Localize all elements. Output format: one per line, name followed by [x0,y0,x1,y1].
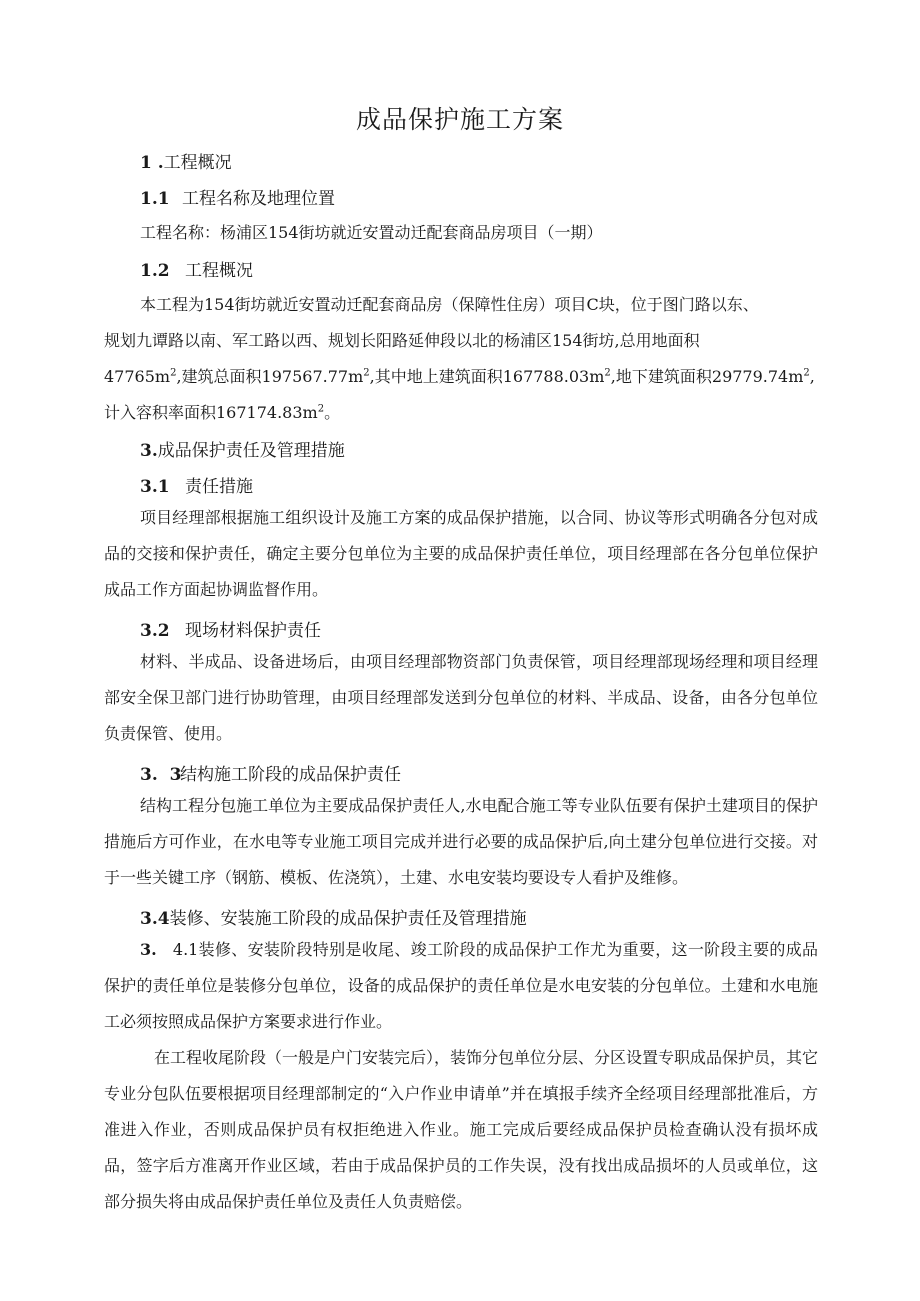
project-name: 工程名称：杨浦区154街坊就近安置动迁配套商品房项目（一期） [140,223,603,242]
paragraph-final: 在工程收尾阶段（一般是户门安装完后），装饰分包单位分层、分区设置专职成品保护员，其它专业分包队伍要根据项目经理部制定的“入户作业申请单”并在填报手续齐全经项目经理部批准后，方准进入作业，否则成品保护员有权拒绝进入作业。施工完成后要经成品保护员检查确认没有损坏成品，签字后方准离开作业区域，若由于成品保护员的工作失误，没有找出成品损坏的人员或单位，这部分损失将由成品保护责任单位及责任人负责赔偿。 [104,1048,819,1211]
section-3-2-heading [140,616,321,641]
section-1-1-heading [140,184,335,209]
section-3-1-heading [140,472,253,497]
section-label: 装修、安装施工阶段的成品保护责任及管理措施 [169,909,527,929]
overview-line-1: 本工程为154街坊就近安置动迁配套商品房（保障性住房）项目C块，位于图门路以东、 [140,295,759,314]
section-number: 3. [140,441,158,461]
section-number: 1 . [140,153,164,173]
overview-line-2: 规划九谭路以南、军工路以西、规划长阳路延伸段以北的杨浦区154街坊,总用地面积 [104,331,700,350]
section-label: 工程概况 [185,261,253,281]
section-label: 现场材料保护责任 [185,621,321,641]
section-number: 3.1 [140,477,170,497]
section-1-2-heading [140,256,253,281]
section-3-4-heading [140,904,527,929]
paragraph-3-4-1: 3. 4.1装修、安装阶段特别是收尾、竣工阶段的成品保护工作尤为重要，这一阶段主要的成品保护的责任单位是装修分包单位，设备的成品保护的责任单位是水电安装的分包单位。土建和水电施工必须按照成品保护方案要求进行作业。 [104,940,818,1031]
section-label: 责任措施 [185,477,253,497]
section-1-heading [140,148,232,173]
section-3-heading [140,436,345,461]
paragraph-3-3: 结构工程分包施工单位为主要成品保护责任人,水电配合施工等专业队伍要有保护土建项目的保护措施后方可作业，在水电等专业施工项目完成并进行必要的成品保护后,向土建分包单位进行交接。对于一些关键工序（钢筋、模板、佐浇筑），土建、水电安装均要设专人看护及维修。 [104,796,818,887]
overview-line-3: $47765m^2$,建筑总面积$197567.77m^2$,其中地上建筑面积$167788.03m^2$,地下建筑面积$29779.74m^2$, [104,367,815,386]
section-label: 工程名称及地理位置 [182,189,335,209]
section-number: 3.4 [140,909,170,929]
paragraph-number: 3. [140,940,157,959]
section-number: 3.2 [140,621,170,641]
section-number: 1.2 [140,261,170,281]
page-title: 成品保护施工方案 [355,105,564,134]
section-label: 结构施工阶段的成品保护责任 [180,765,401,785]
section-number: 1.1 [140,189,170,209]
section-label: 工程概况 [163,153,232,173]
paragraph-3-1: 项目经理部根据施工组织设计及施工方案的成品保护措施，以合同、协议等形式明确各分包对成品的交接和保护责任，确定主要分包单位为主要的成品保护责任单位，项目经理部在各分包单位保护成品工作方面起协调监督作用。 [104,508,818,599]
section-label: 成品保护责任及管理措施 [157,441,345,461]
paragraph-3-2: 材料、半成品、设备进场后，由项目经理部物资部门负责保管，项目经理部现场经理和项目经理部安全保卫部门进行协助管理，由项目经理部发送到分包单位的材料、半成品、设备，由各分包单位负责保管、使用。 [104,652,818,743]
overview-line-4: 计入容积率面积$167174.83m^2$。 [104,403,341,422]
section-number: 3. 3 [140,765,182,785]
section-3-3-heading [140,760,401,785]
